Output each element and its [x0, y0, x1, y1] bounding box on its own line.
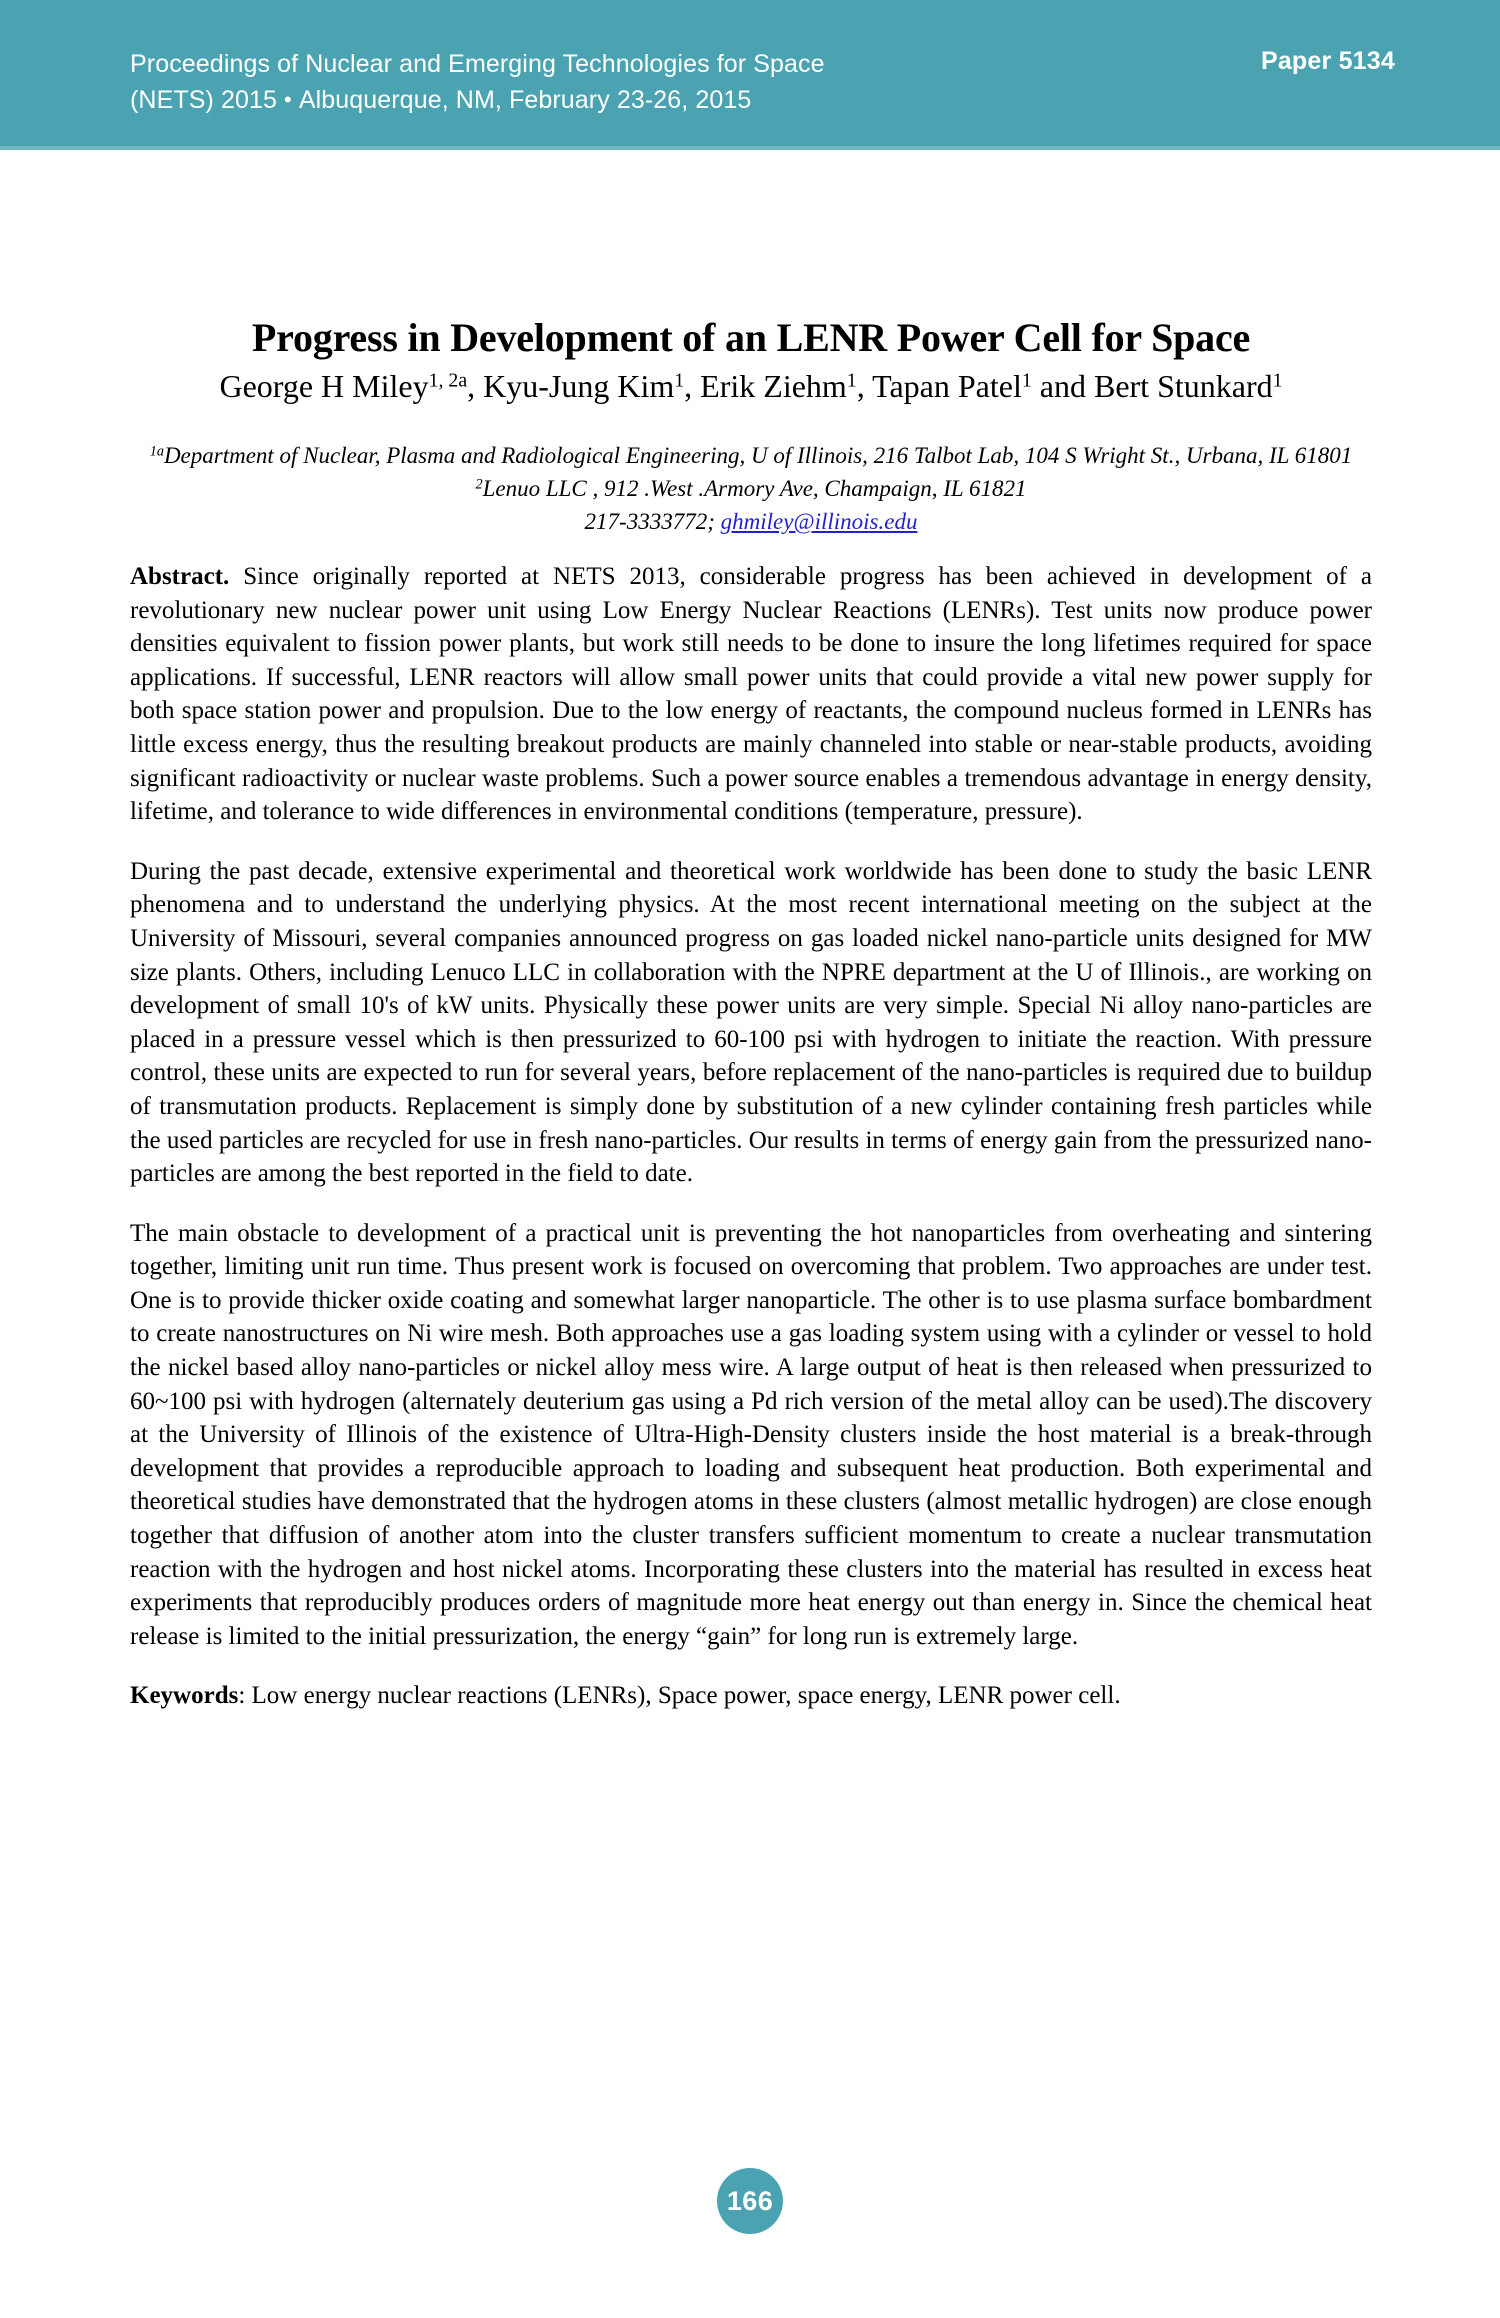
abstract-label: Abstract.	[130, 563, 230, 590]
paragraph-2: The main obstacle to development of a practical unit is preventing the hot nanoparticles from overheating and sintering together, limiting unit run time. Thus present work is focused on overcoming that problem. Two approaches are under test. One is to provide thicker oxide coating and somewhat larger nanoparticle. The other is to use plasma surface bombardment to create nanostructures on Ni wire mesh. Both approaches use a gas loading system using with a cylinder or vessel to hold the nickel based alloy nano-particles or nickel alloy mess wire. A large output of heat is then released when pressurized to 60~100 psi with hydrogen (alternately deuterium gas using a Pd rich version of the metal alloy can be used).The discovery at the University of Illinois of the existence of Ultra-High-Density clusters inside the host material is a break-through development that provides a reproducible approach to loading and subsequent heat production. Both experimental and theoretical studies have demonstrated that the hydrogen atoms in these clusters (almost metallic hydrogen) are close enough together that diffusion of another atom into the cluster transfers sufficient momentum to create a nuclear transmutation reaction with the hydrogen and host nickel atoms. Incorporating these clusters into the material has resulted in excess heat experiments that reproducibly produces orders of magnitude more heat energy out than energy in. Since the chemical heat release is limited to the initial pressurization, the energy “gain” for long run is extremely large.	[130, 1219, 1372, 1650]
conference-line-2	[130, 82, 825, 118]
abstract-body: Since originally reported at NETS 2013, considerable progress has been achieved in development of a revolutionary new nuclear power unit using Low Energy Nuclear Reactions (LENRs). Test units now produce power densities equivalent to fission power plants, but work still needs to be done to insure the long lifetimes required for space applications. If successful, LENR reactors will allow small power units that could provide a vital new power supply for both space station power and propulsion. Due to the low energy of reactants, the compound nucleus formed in LENRs has little excess energy, thus the resulting breakout products are mainly channeled into stable or near-stable products, avoiding significant radioactivity or nuclear waste problems. Such a power source enables a tremendous advantage in energy density, lifetime, and tolerance to wide differences in environmental conditions (temperature, pressure).	[130, 563, 1372, 826]
body-text	[130, 560, 1372, 1713]
affiliation-block	[130, 439, 1372, 538]
keywords-label: Keywords	[130, 1682, 239, 1710]
page-body	[0, 150, 1500, 2318]
page-title: Progress in Development of an LENR Power Cell for Space	[251, 315, 1251, 360]
contact-phone: 217-3333772;	[584, 509, 715, 534]
header-inner	[130, 46, 1395, 118]
paper-content	[130, 314, 1372, 1713]
page-header-band	[0, 0, 1500, 150]
conference-line-1: Proceedings of Nuclear and Emerging Technologies for Space	[130, 50, 825, 78]
conference-info	[130, 46, 825, 118]
page-number-badge: 166	[717, 2168, 783, 2234]
keywords-paragraph	[130, 1679, 1372, 1713]
conference-location-date: Albuquerque, NM, February 23-26, 2015	[298, 86, 752, 114]
paragraph-1: During the past decade, extensive experimental and theoretical work worldwide has been done to study the basic LENR phenomena and to understand the underlying physics. At the most recent international meeting on the subject at the University of Missouri, several companies announced progress on gas loaded nickel nano-particle units designed for MW size plants. Others, including Lenuco LLC in collaboration with the NPRE department at the U of Illinois., are working on development of small 10's of kW units. Physically these power units are very simple. Special Ni alloy nano-particles are placed in a pressure vessel which is then pressurized to 60-100 psi with hydrogen to initiate the reaction. With pressure control, these units are expected to run for several years, before replacement of the nano-particles is required due to buildup of transmutation products. Replacement is simply done by substitution of a new cylinder containing fresh particles while the used particles are recycled for use in fresh nano-particles. Our results in terms of energy gain from the pressurized nano-particles are among the best reported in the field to date.	[130, 857, 1372, 1188]
conference-acronym-year: (NETS) 2015	[130, 86, 277, 114]
abstract-paragraph	[130, 560, 1372, 829]
contact-line	[145, 505, 1357, 538]
bullet-separator-icon: •	[284, 87, 292, 112]
paper-id-label: Paper 5134	[1260, 47, 1395, 75]
author-list: George H Miley$^{1, 2a}$, Kyu-Jung Kim$^1$, Erik Ziehm$^1$, Tapan Patel$^1$ and Bert Stunkard$^1$	[219, 368, 1283, 404]
affiliation-1: $^{1a}$Department of Nuclear, Plasma and Radiological Engineering, U of Illinois, 216 Talbot Lab, 104 S Wright St., Urbana, IL 61801	[149, 443, 1353, 468]
keywords-body: : Low energy nuclear reactions (LENRs), Space power, space energy, LENR power cell.	[238, 1682, 1121, 1710]
author-email-link[interactable]: ghmiley@illinois.edu	[720, 509, 918, 534]
affiliation-2: $^2$Lenuo LLC , 912 .West .Armory Ave, Champaign, IL 61821	[475, 476, 1027, 501]
